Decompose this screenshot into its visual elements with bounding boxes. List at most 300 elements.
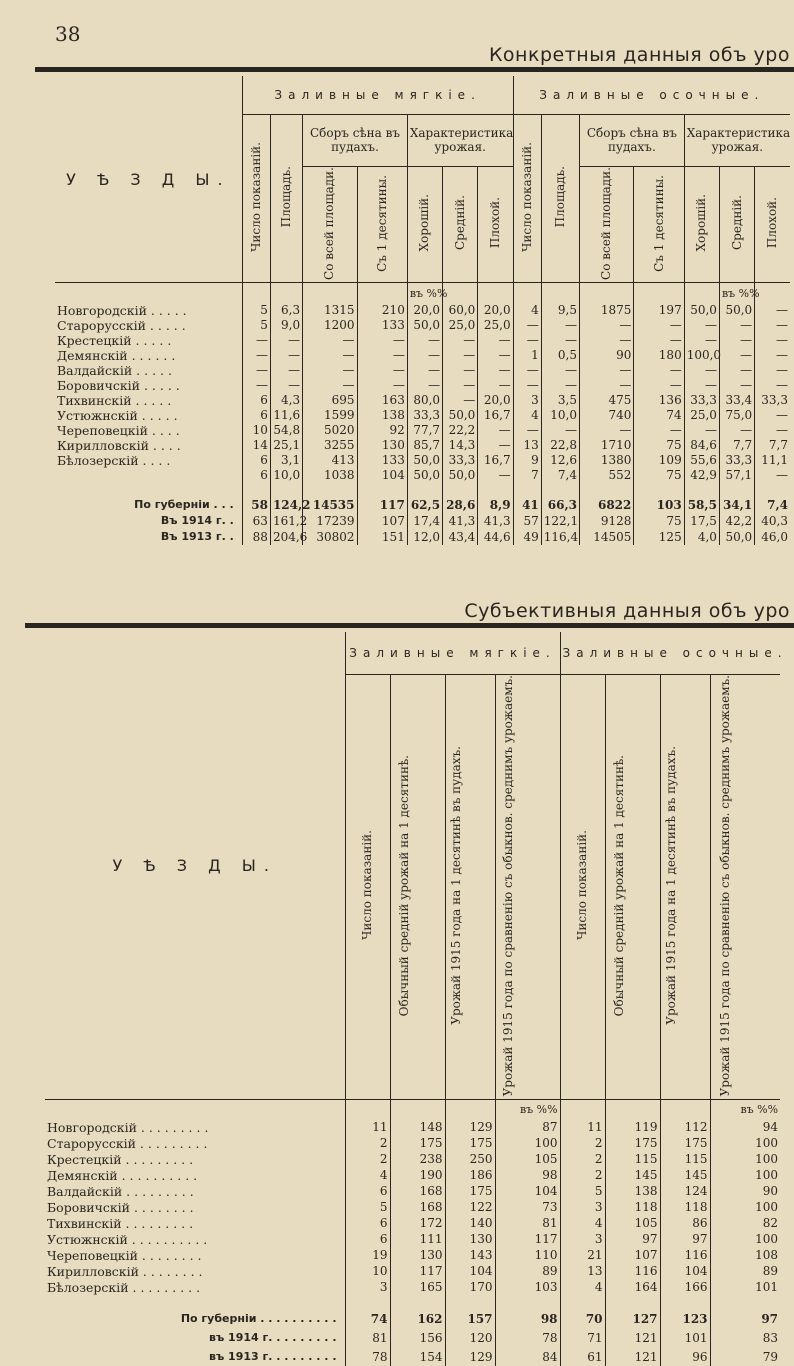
value-cell: 92 — [357, 423, 407, 438]
total-value-cell: 127 — [605, 1309, 660, 1328]
table-row — [55, 363, 790, 378]
value-cell: 11 — [560, 1119, 605, 1135]
value-cell: 119 — [605, 1119, 660, 1135]
top-rule — [35, 67, 794, 72]
value-cell: 7 — [513, 468, 541, 483]
col-per-desyatina-a: Съ 1 десятины. — [374, 174, 389, 272]
total-row — [55, 513, 790, 529]
col-average-a: Средній. — [452, 195, 467, 251]
value-cell: 111 — [390, 1231, 445, 1247]
spacer-cell — [303, 483, 357, 497]
value-cell: 138 — [357, 408, 407, 423]
spacer-cell — [270, 483, 302, 497]
value-cell: — — [634, 363, 684, 378]
value-cell: 170 — [445, 1279, 495, 1295]
value-cell: 20,0 — [407, 303, 442, 318]
value-cell: 22,2 — [443, 423, 478, 438]
total-value-cell: 157 — [445, 1309, 495, 1328]
percent-unit-label: въ %% — [495, 1099, 560, 1119]
value-cell: 3 — [560, 1231, 605, 1247]
value-cell: 33,3 — [443, 453, 478, 468]
district-name: Бѣлозерскій . . . . . . . . . — [47, 1279, 201, 1295]
total-value-cell: 28,6 — [443, 497, 478, 513]
unit-row-cell — [580, 283, 634, 303]
total-value-cell: 41 — [513, 497, 541, 513]
district-name: Кирилловскій . . . . — [57, 437, 181, 453]
value-cell: 175 — [390, 1135, 445, 1151]
value-cell: 50,0 — [684, 303, 719, 318]
table-row — [55, 378, 790, 393]
value-cell: — — [684, 423, 719, 438]
value-cell: 100 — [710, 1151, 780, 1167]
value-cell: 104 — [445, 1263, 495, 1279]
total-value-cell: 14535 — [303, 497, 357, 513]
value-cell: 6 — [242, 393, 270, 408]
table-row — [55, 303, 790, 318]
value-cell: — — [303, 348, 357, 363]
bottom-rule — [25, 623, 794, 628]
value-cell: 175 — [605, 1135, 660, 1151]
value-cell: 186 — [445, 1167, 495, 1183]
value-cell: — — [513, 363, 541, 378]
total-row — [45, 1347, 780, 1366]
value-cell: — — [270, 378, 302, 393]
table-row — [45, 1167, 780, 1183]
value-cell: — — [443, 363, 478, 378]
district-name: Тихвинскій . . . . . — [57, 392, 172, 408]
value-cell: 75 — [634, 468, 684, 483]
col-harvest-b: Урожай 1915 года на 1 десятинѣ въ пудахъ. — [664, 745, 679, 1025]
unit-row-cell — [684, 283, 719, 303]
uezdy-header: У Ѣ З Д Ы. — [55, 76, 242, 283]
total-label: Въ 1914 г. . — [160, 514, 234, 528]
value-cell: 130 — [445, 1231, 495, 1247]
value-cell: 190 — [390, 1167, 445, 1183]
table-row — [45, 1119, 780, 1135]
total-value-cell: 101 — [660, 1328, 710, 1347]
value-cell: 82 — [710, 1215, 780, 1231]
group-a-header: Заливные мягкіе. — [242, 76, 513, 114]
value-cell: 168 — [390, 1199, 445, 1215]
percent-unit-label: въ %% — [407, 283, 442, 303]
total-value-cell: 71 — [560, 1328, 605, 1347]
top-headline: Конкретныя данныя объ уро — [488, 44, 790, 66]
page-number: 38 — [55, 22, 81, 46]
total-value-cell: 121 — [605, 1347, 660, 1366]
table-row — [45, 1135, 780, 1151]
value-cell: 1038 — [303, 468, 357, 483]
district-name: Боровичскій . . . . . — [57, 377, 180, 393]
value-cell: 81 — [495, 1215, 560, 1231]
value-cell: 50,0 — [407, 453, 442, 468]
total-value-cell: 98 — [495, 1309, 560, 1328]
total-value-cell: 78 — [495, 1328, 560, 1347]
district-name: Кирилловскій . . . . . . . . — [47, 1263, 203, 1279]
value-cell: 2 — [345, 1151, 390, 1167]
spacer-cell — [660, 1295, 710, 1309]
value-cell: 552 — [580, 468, 634, 483]
value-cell: 100 — [495, 1135, 560, 1151]
value-cell: 4 — [513, 408, 541, 423]
total-value-cell: 57 — [513, 513, 541, 529]
value-cell: 133 — [357, 318, 407, 333]
value-cell: — — [513, 378, 541, 393]
value-cell: 145 — [660, 1167, 710, 1183]
total-value-cell: 17239 — [303, 513, 357, 529]
value-cell: — — [513, 333, 541, 348]
value-cell: 148 — [390, 1119, 445, 1135]
value-cell: — — [443, 393, 478, 408]
spacer-cell — [634, 483, 684, 497]
value-cell: 9 — [513, 453, 541, 468]
value-cell: — — [634, 378, 684, 393]
total-value-cell: 96 — [660, 1347, 710, 1366]
unit-row-cell — [445, 1099, 495, 1119]
table-row — [55, 333, 790, 348]
value-cell: — — [242, 378, 270, 393]
value-cell: — — [580, 363, 634, 378]
value-cell: 75,0 — [719, 408, 754, 423]
table-row — [45, 1279, 780, 1295]
value-cell: — — [357, 378, 407, 393]
value-cell: 180 — [634, 348, 684, 363]
spacer-cell — [478, 483, 513, 497]
table-row — [45, 1247, 780, 1263]
total-value-cell: 61 — [560, 1347, 605, 1366]
value-cell: 1200 — [303, 318, 357, 333]
value-cell: 50,0 — [407, 318, 442, 333]
value-cell: 4 — [513, 303, 541, 318]
spacer-cell — [55, 483, 242, 497]
concrete-data-table — [55, 76, 790, 545]
table-row — [55, 453, 790, 468]
value-cell: 116 — [660, 1247, 710, 1263]
value-cell: 740 — [580, 408, 634, 423]
value-cell: 2 — [560, 1135, 605, 1151]
total-value-cell: 30802 — [303, 529, 357, 545]
value-cell: — — [478, 378, 513, 393]
value-cell: 413 — [303, 453, 357, 468]
value-cell: 33,4 — [719, 393, 754, 408]
percent-unit-label: въ %% — [719, 283, 754, 303]
value-cell: — — [541, 318, 579, 333]
value-cell: 129 — [445, 1119, 495, 1135]
value-cell: — — [755, 468, 790, 483]
total-label: По губерніи . . . — [134, 498, 234, 512]
value-cell: 104 — [357, 468, 407, 483]
district-name: Тихвинскій . . . . . . . . . — [47, 1215, 194, 1231]
value-cell: 22,8 — [541, 438, 579, 453]
spacer-cell — [45, 1295, 345, 1309]
total-value-cell: 120 — [445, 1328, 495, 1347]
value-cell: 5 — [242, 303, 270, 318]
district-name: Валдайскій . . . . . — [57, 362, 172, 378]
value-cell: — — [755, 303, 790, 318]
value-cell: — — [634, 333, 684, 348]
total-value-cell: 8,9 — [478, 497, 513, 513]
total-value-cell: 84 — [495, 1347, 560, 1366]
spacer-cell — [605, 1295, 660, 1309]
value-cell: 89 — [710, 1263, 780, 1279]
value-cell: — — [407, 363, 442, 378]
group-a-header-bottom: Заливные мягкіе. — [345, 632, 560, 674]
table-row — [45, 1183, 780, 1199]
total-value-cell: 123 — [660, 1309, 710, 1328]
value-cell: — — [755, 318, 790, 333]
value-cell: — — [478, 333, 513, 348]
value-cell: 5 — [242, 318, 270, 333]
value-cell: 50,0 — [719, 303, 754, 318]
value-cell: 108 — [710, 1247, 780, 1263]
value-cell: 42,9 — [684, 468, 719, 483]
table-row — [45, 1263, 780, 1279]
total-label: въ 1913 г. . . . . . . . . — [209, 1350, 337, 1364]
total-value-cell: 66,3 — [541, 497, 579, 513]
value-cell: — — [684, 363, 719, 378]
value-cell: 25,0 — [443, 318, 478, 333]
value-cell: 77,7 — [407, 423, 442, 438]
total-row — [55, 529, 790, 545]
value-cell: — — [755, 333, 790, 348]
value-cell: 6 — [242, 468, 270, 483]
unit-row-cell — [513, 283, 541, 303]
total-value-cell: 121 — [605, 1328, 660, 1347]
value-cell: 124 — [660, 1183, 710, 1199]
value-cell: — — [407, 378, 442, 393]
value-cell: 250 — [445, 1151, 495, 1167]
total-value-cell: 116,4 — [541, 529, 579, 545]
value-cell: 3 — [345, 1279, 390, 1295]
total-value-cell: 41,3 — [478, 513, 513, 529]
district-name: Устюжнскій . . . . . . . . . . — [47, 1231, 208, 1247]
unit-row-cell — [634, 283, 684, 303]
value-cell: 695 — [303, 393, 357, 408]
total-value-cell: 97 — [710, 1309, 780, 1328]
value-cell: 140 — [445, 1215, 495, 1231]
district-name: Боровичскій . . . . . . . . — [47, 1199, 194, 1215]
value-cell: 54,8 — [270, 423, 302, 438]
value-cell: 238 — [390, 1151, 445, 1167]
value-cell: — — [755, 348, 790, 363]
total-label: въ 1914 г. . . . . . . . . — [209, 1331, 337, 1345]
value-cell: 175 — [445, 1135, 495, 1151]
value-cell: — — [580, 318, 634, 333]
district-name: Крестецкій . . . . . — [57, 332, 172, 348]
spacer-cell — [443, 483, 478, 497]
value-cell: 122 — [445, 1199, 495, 1215]
table-row — [45, 1151, 780, 1167]
value-cell: — — [580, 333, 634, 348]
spacer-cell — [357, 483, 407, 497]
col-harvest-a: Урожай 1915 года на 1 десятинѣ въ пудахъ. — [449, 745, 463, 1025]
district-name: Череповецкій . . . . . . . . — [47, 1247, 202, 1263]
value-cell: 172 — [390, 1215, 445, 1231]
total-value-cell: 125 — [634, 529, 684, 545]
value-cell: — — [443, 333, 478, 348]
value-cell: — — [634, 423, 684, 438]
value-cell: 11,1 — [755, 453, 790, 468]
value-cell: 105 — [605, 1215, 660, 1231]
value-cell: 1599 — [303, 408, 357, 423]
total-value-cell: 7,4 — [755, 497, 790, 513]
value-cell: 97 — [605, 1231, 660, 1247]
value-cell: 14 — [242, 438, 270, 453]
col-usual-a: Обычный средній урожай на 1 десятинѣ. — [396, 754, 411, 1016]
value-cell: 4 — [560, 1215, 605, 1231]
value-cell: 12,6 — [541, 453, 579, 468]
total-value-cell: 12,0 — [407, 529, 442, 545]
value-cell: — — [684, 318, 719, 333]
value-cell: — — [242, 348, 270, 363]
group-b-header: Заливные осочные. — [513, 76, 790, 114]
value-cell: 16,7 — [478, 453, 513, 468]
total-value-cell: 49 — [513, 529, 541, 545]
value-cell: 2 — [560, 1167, 605, 1183]
value-cell: 7,7 — [755, 438, 790, 453]
value-cell: 130 — [357, 438, 407, 453]
value-cell: 55,6 — [684, 453, 719, 468]
table-row — [55, 408, 790, 423]
value-cell: 60,0 — [443, 303, 478, 318]
total-value-cell: 88 — [242, 529, 270, 545]
total-value-cell: 75 — [634, 513, 684, 529]
value-cell: — — [719, 423, 754, 438]
total-value-cell: 46,0 — [755, 529, 790, 545]
value-cell: 475 — [580, 393, 634, 408]
total-value-cell: 103 — [634, 497, 684, 513]
col-count-a: Число показаній. — [248, 142, 263, 252]
value-cell: — — [270, 363, 302, 378]
value-cell: 33,3 — [407, 408, 442, 423]
spacer-cell — [755, 483, 790, 497]
value-cell: 3,1 — [270, 453, 302, 468]
value-cell: 145 — [605, 1167, 660, 1183]
value-cell: 165 — [390, 1279, 445, 1295]
value-cell: 1 — [513, 348, 541, 363]
value-cell: 6 — [345, 1183, 390, 1199]
col-per-desyatina-b: Съ 1 десятины. — [651, 174, 666, 272]
total-value-cell: 34,1 — [719, 497, 754, 513]
value-cell: 10 — [242, 423, 270, 438]
value-cell: 9,0 — [270, 318, 302, 333]
value-cell: 50,0 — [443, 468, 478, 483]
value-cell: 117 — [495, 1231, 560, 1247]
value-cell: — — [242, 363, 270, 378]
value-cell: 14,3 — [443, 438, 478, 453]
value-cell: 10,0 — [541, 408, 579, 423]
spacer-cell — [445, 1295, 495, 1309]
table-row — [55, 348, 790, 363]
value-cell: 6 — [345, 1215, 390, 1231]
total-value-cell: 162 — [390, 1309, 445, 1328]
col-collection-group-b: Сборъ сѣна въ пудахъ. — [580, 114, 685, 166]
value-cell: 103 — [495, 1279, 560, 1295]
value-cell: 10 — [345, 1263, 390, 1279]
value-cell: 20,0 — [478, 303, 513, 318]
total-value-cell: 14505 — [580, 529, 634, 545]
percent-unit-label: въ %% — [710, 1099, 780, 1119]
value-cell: 33,3 — [755, 393, 790, 408]
col-bad-b: Плохой. — [765, 197, 780, 249]
table-row — [55, 318, 790, 333]
table-row — [55, 393, 790, 408]
spacer-cell — [242, 483, 270, 497]
col-area-b: Площадь. — [552, 166, 567, 228]
value-cell: 3,5 — [541, 393, 579, 408]
group-b-header-bottom: Заливные осочные. — [560, 632, 780, 674]
value-cell: — — [719, 348, 754, 363]
unit-row-spacer — [45, 1099, 345, 1119]
district-name: Старорусскій . . . . . — [57, 317, 186, 333]
total-value-cell: 4,0 — [684, 529, 719, 545]
district-name — [55, 468, 242, 483]
total-label: По губерніи . . . . . . . . . . — [180, 1312, 337, 1326]
value-cell: 112 — [660, 1119, 710, 1135]
value-cell: 21 — [560, 1247, 605, 1263]
value-cell: 100 — [710, 1199, 780, 1215]
value-cell: — — [303, 363, 357, 378]
district-name: Крестецкій . . . . . . . . . — [47, 1151, 194, 1167]
value-cell: 100 — [710, 1231, 780, 1247]
value-cell: 4,3 — [270, 393, 302, 408]
unit-row-cell — [357, 283, 407, 303]
value-cell: 33,3 — [719, 453, 754, 468]
unit-row-cell — [270, 283, 302, 303]
unit-row-cell — [541, 283, 579, 303]
total-value-cell: 58 — [242, 497, 270, 513]
uezdy-header-bottom: У Ѣ З Д Ы. — [45, 632, 345, 1099]
value-cell: 6 — [242, 453, 270, 468]
value-cell: 75 — [634, 438, 684, 453]
value-cell: 57,1 — [719, 468, 754, 483]
col-good-a: Хорошій. — [417, 194, 432, 252]
value-cell: 100,0 — [684, 348, 719, 363]
value-cell: 104 — [495, 1183, 560, 1199]
value-cell: 115 — [660, 1151, 710, 1167]
district-name: Валдайскій . . . . . . . . . — [47, 1183, 194, 1199]
col-average-b: Средній. — [729, 195, 744, 251]
col-count-a-bottom: Число показаній. — [360, 830, 374, 941]
value-cell: 164 — [605, 1279, 660, 1295]
spacer-cell — [513, 483, 541, 497]
value-cell: 25,0 — [478, 318, 513, 333]
total-value-cell: 154 — [390, 1347, 445, 1366]
value-cell: 115 — [605, 1151, 660, 1167]
total-value-cell: 43,4 — [443, 529, 478, 545]
value-cell: 107 — [605, 1247, 660, 1263]
district-name: Старорусскій . . . . . . . . . — [47, 1135, 208, 1151]
spacer-cell — [345, 1295, 390, 1309]
total-value-cell: 151 — [357, 529, 407, 545]
col-count-b-bottom: Число показаній. — [575, 830, 590, 941]
total-value-cell: 62,5 — [407, 497, 442, 513]
value-cell: 3 — [513, 393, 541, 408]
value-cell: 3255 — [303, 438, 357, 453]
total-value-cell: 42,2 — [719, 513, 754, 529]
total-value-cell: 9128 — [580, 513, 634, 529]
value-cell: 109 — [634, 453, 684, 468]
value-cell: 6 — [242, 408, 270, 423]
unit-row-cell — [345, 1099, 390, 1119]
value-cell: 13 — [513, 438, 541, 453]
value-cell: — — [755, 378, 790, 393]
value-cell: 133 — [357, 453, 407, 468]
value-cell: 50,0 — [407, 468, 442, 483]
value-cell: 143 — [445, 1247, 495, 1263]
value-cell: 11 — [345, 1119, 390, 1135]
total-value-cell: 58,5 — [684, 497, 719, 513]
value-cell: 90 — [710, 1183, 780, 1199]
